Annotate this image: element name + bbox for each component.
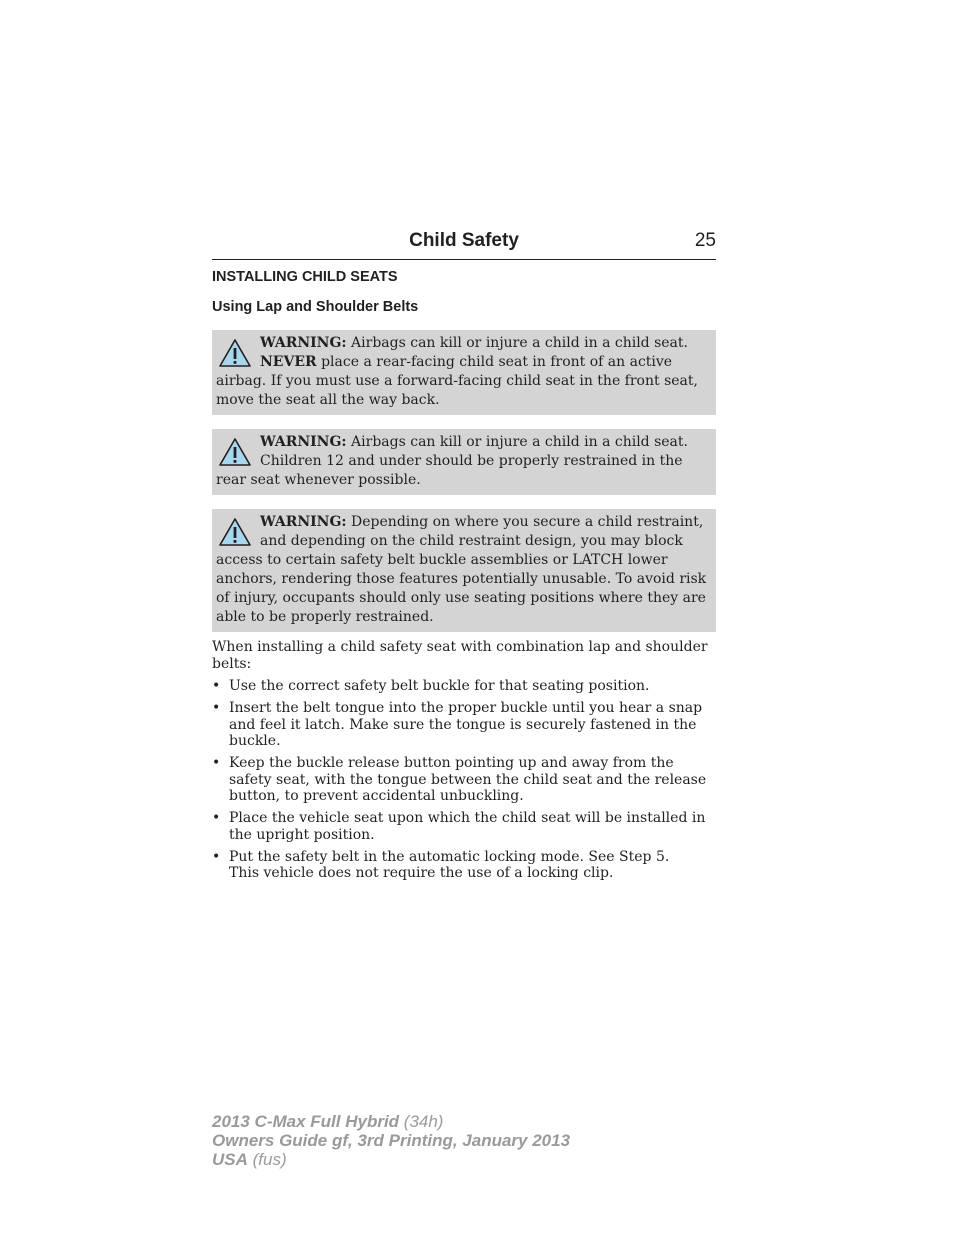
list-item — [212, 678, 716, 695]
warning-label: WARNING: — [260, 434, 347, 450]
footer-market-code: (fus) — [247, 1150, 287, 1169]
list-item — [212, 849, 716, 882]
footer-printing: Owners Guide gf, 3rd Printing, January 2013 — [212, 1131, 571, 1150]
page-footer — [212, 1112, 570, 1169]
chapter-title: Child Safety — [409, 230, 519, 251]
page-header — [212, 228, 716, 260]
bullet-glyph: • — [212, 848, 221, 865]
footer-line-2 — [212, 1131, 570, 1150]
warning-box-3 — [212, 509, 716, 632]
warning-text: place a rear-facing child seat in front of an active airbag. If you must use a forward-facing child seat in the front seat, move the seat all the way back. — [216, 354, 698, 408]
list-item — [212, 810, 716, 843]
footer-line-3 — [212, 1150, 570, 1169]
footer-model-code: (34h) — [399, 1112, 444, 1131]
page-number: 25 — [694, 230, 716, 251]
list-item-text: Keep the buckle release button pointing up and away from the safety seat, with the tongue between the child seat and the release button, to prevent accidental unbuckling. — [229, 755, 707, 804]
instruction-list — [212, 678, 716, 882]
list-item-text: Use the correct safety belt buckle for that seating position. — [229, 678, 650, 694]
warning-triangle-icon — [218, 338, 252, 368]
section-heading: INSTALLING CHILD SEATS — [212, 269, 398, 285]
list-item — [212, 755, 716, 805]
list-item-text: Insert the belt tongue into the proper buckle until you hear a snap and feel it latch. Make sure the tongue is securely fastened in the buckle. — [229, 700, 703, 749]
footer-market: USA — [212, 1150, 248, 1169]
manual-page — [212, 228, 716, 887]
warning-triangle-icon — [218, 517, 252, 547]
warning-triangle-icon — [218, 437, 252, 467]
intro-paragraph: When installing a child safety seat with combination lap and shoulder belts: — [212, 639, 708, 672]
warning-text: Airbags can kill or injure a child in a child seat. — [346, 335, 688, 351]
bullet-glyph: • — [212, 678, 221, 694]
bullet-glyph: • — [212, 700, 221, 716]
list-item-text: Put the safety belt in the automatic locking mode. See Step 5. — [229, 848, 670, 865]
sub-heading: Using Lap and Shoulder Belts — [212, 299, 419, 315]
bullet-glyph: • — [212, 810, 221, 826]
list-item-text: Place the vehicle seat upon which the child seat will be installed in the upright position. — [229, 810, 706, 843]
warning-label: WARNING: — [260, 335, 347, 351]
warning-box-2 — [212, 429, 716, 495]
warning-label: WARNING: — [260, 514, 347, 530]
list-item-note: This vehicle does not require the use of a locking clip. — [229, 865, 614, 881]
bullet-glyph: • — [212, 755, 221, 771]
warning-text: Airbags can kill or injure a child in a child seat. Children 12 and under should be properly restrained in the rear seat whenever possible. — [216, 434, 688, 488]
list-item — [212, 700, 716, 750]
footer-model: 2013 C-Max Full Hybrid — [212, 1112, 400, 1131]
warning-text: Depending on where you secure a child restraint, and depending on the child restraint design, you may block access to certain safety belt buckle assemblies or LATCH lower anchors, rendering those features potentially unusable. To avoid risk of injury, occupants should only use seating positions where they are able to be properly restrained. — [216, 514, 707, 625]
warning-box-1 — [212, 330, 716, 415]
warning-emphasis: NEVER — [260, 354, 317, 370]
footer-line-1 — [212, 1112, 570, 1131]
